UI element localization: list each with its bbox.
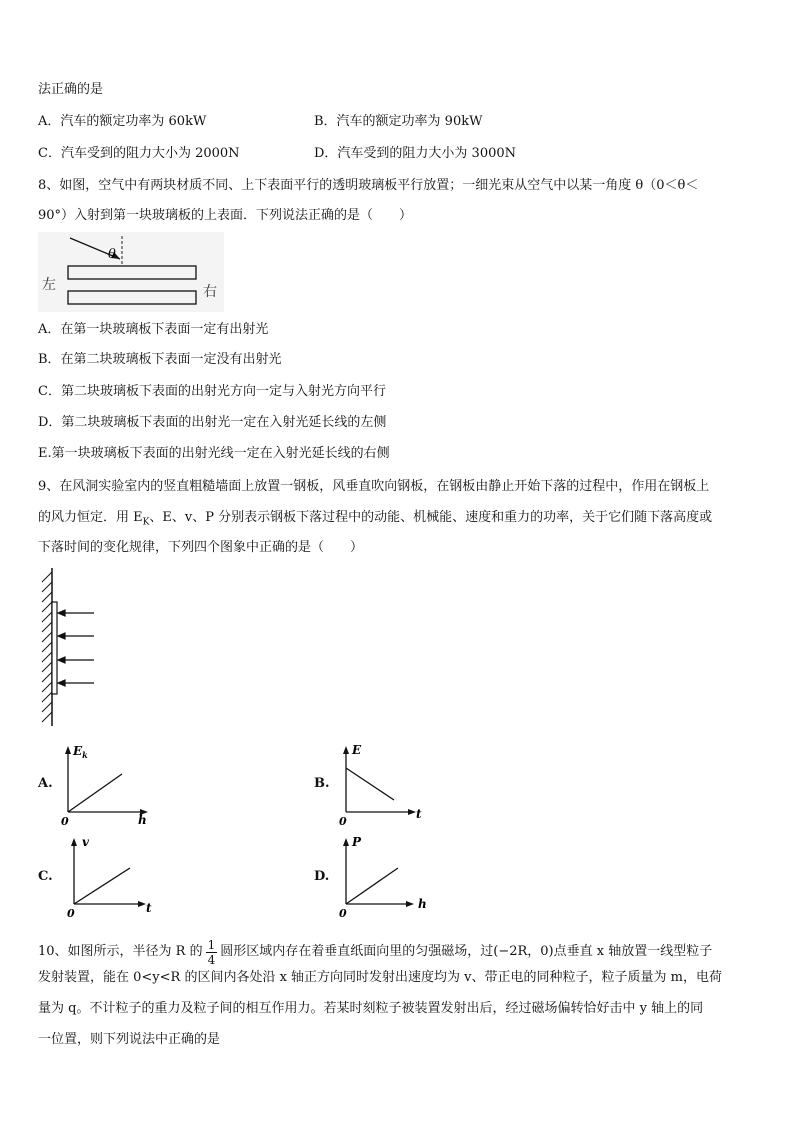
x-axis-arrow [406,901,414,907]
q7-tail: 法正确的是 [38,82,104,97]
q8-option-b: B．在第二块玻璃板下表面一定没有出射光 [38,352,282,367]
y-axis-arrow [343,746,349,754]
q8-option-a: A．在第一块玻璃板下表面一定有出射光 [38,322,269,337]
origin-label: 0 [61,815,69,826]
origin-label: 0 [67,907,75,918]
q8-option-c: C．第二块玻璃板下表面的出射光方向一定与入射光方向平行 [38,384,386,399]
q9-graph-b-label: B. [314,776,330,791]
q7-option-b: B．汽车的额定功率为 90kW [314,114,483,129]
q9-stem-line1: 9、在风洞实验室内的竖直粗糙墙面上放置一钢板，风垂直吹向钢板，在钢板由静止开始下落的过程中，作用在钢板上 [38,479,710,494]
wall-hatching [42,572,52,722]
steel-plate [52,602,57,694]
x-label: h [418,897,427,911]
origin-label: 0 [339,815,347,826]
x-label: t [146,901,152,915]
q9-stem-line3: 下落时间的变化规律，下列四个图象中正确的是（ ） [38,540,364,555]
q9-stem-line2: 的风力恒定．用 $E_K$、E、v、P 分别表示钢板下落过程中的动能、机械能、速度和重力的功率，关于它们随下落高度或 [38,510,713,528]
graph-line [346,868,398,904]
q8-option-d: D．第二块玻璃板下表面的出射光一定在入射光延长线的左侧 [38,415,387,430]
y-label: E [352,743,362,757]
q10-stem-line4: 一位置，则下列说法中正确的是 [38,1032,221,1047]
label-left: 左 [42,277,56,293]
q9-wall-wind-figure [38,568,100,726]
y-label: v [82,835,89,849]
label-right: 右 [203,284,217,300]
graph-line [74,868,130,904]
y-label: $E_k$ [73,744,88,760]
y-label: P [352,835,362,849]
wind-arrows [58,610,94,686]
q7-option-c: C．汽车受到的阻力大小为 2000N [38,146,240,161]
x-label: h [138,813,147,826]
q9-graph-c-label: C. [38,869,53,884]
angle-theta-label: θ [108,247,116,262]
q10-stem-line1: 10、如图所示，半径为 R 的 1 4 圆形区域内存在着垂直纸面向里的匀强磁场，过(−2R，0)点垂直 x 轴放置一线型粒子 [38,937,713,967]
q10-stem-line3: 量为 q。不计粒子的重力及粒子间的相互作用力。若某时刻粒子被装置发射出后，经过磁场偏转恰好击中 y 轴上的同 [38,1001,704,1016]
q9-graph-b [338,738,434,826]
q9-graph-d-label: D. [314,869,330,884]
q8-glass-plates-figure [38,232,224,312]
q8-option-e: E.第一块玻璃板下表面的出射光线一定在入射光延长线的右侧 [38,446,390,461]
graph-line [68,774,122,812]
q8-stem-line1: 8、如图，空气中有两块材质不同、上下表面平行的透明玻璃板平行放置；一细光束从空气中以某一角度 θ（0＜θ＜ [38,178,699,193]
q9-graph-d [336,830,436,918]
q7-option-a: A．汽车的额定功率为 60kW [38,114,207,129]
q7-option-d: D．汽车受到的阻力大小为 3000N [314,146,517,161]
q9-graph-a [60,738,156,826]
origin-label: 0 [339,907,347,918]
q9-graph-c [62,830,158,918]
q10-stem-line2: 发射装置，能在 0<y<R 的区间内各处沿 x 轴正方向同时发射出速度均为 v、带正电的同种粒子，粒子质量为 m，电荷 [38,970,722,985]
q8-stem-line2: 90°）入射到第一块玻璃板的上表面．下列说法正确的是（ ） [38,208,413,223]
y-axis-arrow [71,838,77,846]
y-axis-arrow [343,838,349,846]
fraction-one-quarter: 1 4 [207,937,216,967]
x-label: t [416,807,422,821]
y-axis-arrow [65,746,71,754]
graph-line [346,768,394,800]
x-axis-arrow [408,809,416,815]
x-axis-arrow [138,901,146,907]
q9-graph-a-label: A. [38,776,53,791]
